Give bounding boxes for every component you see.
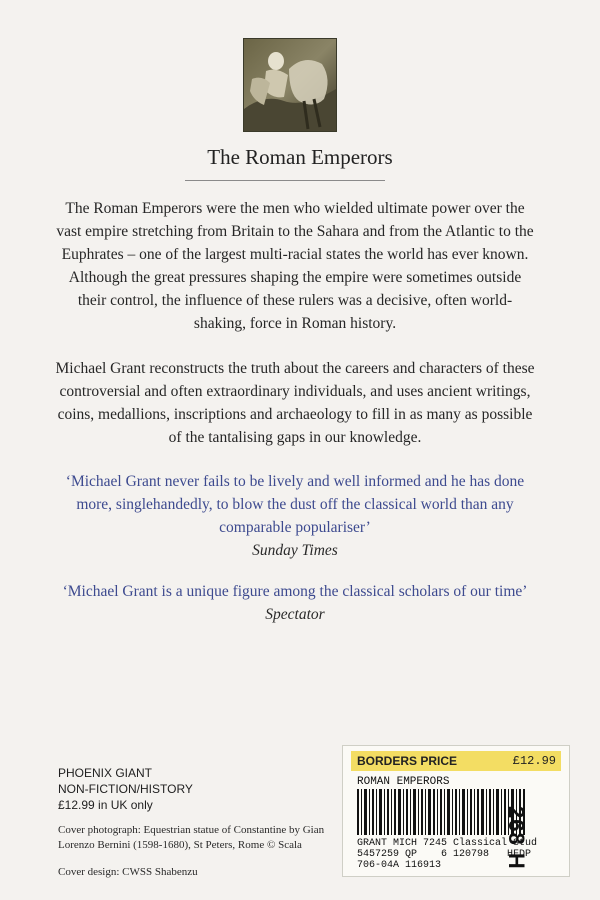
blurb-paragraph-1: The Roman Emperors were the men who wielded ultimate power over the vast empire stretching from Britain to the Sahara and from the Atlantic to the Euphrates – one of the largest multi-racial states the world has ever known. Although the great pressures shaping the empire were sometimes outside their control, the influence of these rulers was a decisive, often world-shaking, force in Roman history. <box>56 200 534 332</box>
price-sticker <box>342 745 570 877</box>
statue-photo <box>243 38 337 132</box>
quote-text: ‘Michael Grant never fails to be lively and well informed and he has done more, singlehandedly, to blow the dust off the classical world than any comparable populariser’ <box>65 473 525 536</box>
sticker-line-1: GRANT MICH 7245 Classical Stud <box>357 838 538 849</box>
barcode-icon <box>357 789 527 835</box>
sticker-line-2: 5457259 QP 6 120798 HFDP <box>357 849 532 860</box>
review-quote-1 <box>55 470 535 562</box>
photo-credit: Cover photograph: Equestrian statue of Constantine by Gian Lorenzo Bernini (1598-1680), St Peters, Rome © Scala <box>58 824 325 851</box>
review-quote-2 <box>55 580 535 626</box>
publisher-name: PHOENIX GIANT <box>58 766 153 780</box>
quote-source: Sunday Times <box>252 542 338 559</box>
blurb-paragraph-2: Michael Grant reconstructs the truth about the careers and characters of these controversial and often extraordinary individuals, and uses ancient writings, coins, medallions, inscriptions and archaeology to fill in as many as possible of the tantalising gaps in our knowledge. <box>55 360 535 446</box>
sticker-vertical-code: 268 H <box>504 806 529 870</box>
publisher-imprint <box>58 765 193 813</box>
uk-price: £12.99 in UK only <box>58 798 153 812</box>
sticker-line-3: 706-04A 116913 <box>357 860 442 871</box>
quote-source: Spectator <box>265 606 325 623</box>
title-divider <box>185 180 385 181</box>
sticker-price-label: BORDERS PRICE <box>357 754 458 768</box>
sticker-title: ROMAN EMPERORS <box>357 776 450 788</box>
book-category: NON-FICTION/HISTORY <box>58 782 193 796</box>
quote-text: ‘Michael Grant is a unique figure among the classical scholars of our time’ <box>62 583 528 600</box>
sticker-header <box>351 751 561 771</box>
book-title: The Roman Emperors <box>207 145 393 169</box>
design-credit: Cover design: CWSS Shabenzu <box>58 866 198 878</box>
sticker-price: £12.99 <box>512 754 556 768</box>
